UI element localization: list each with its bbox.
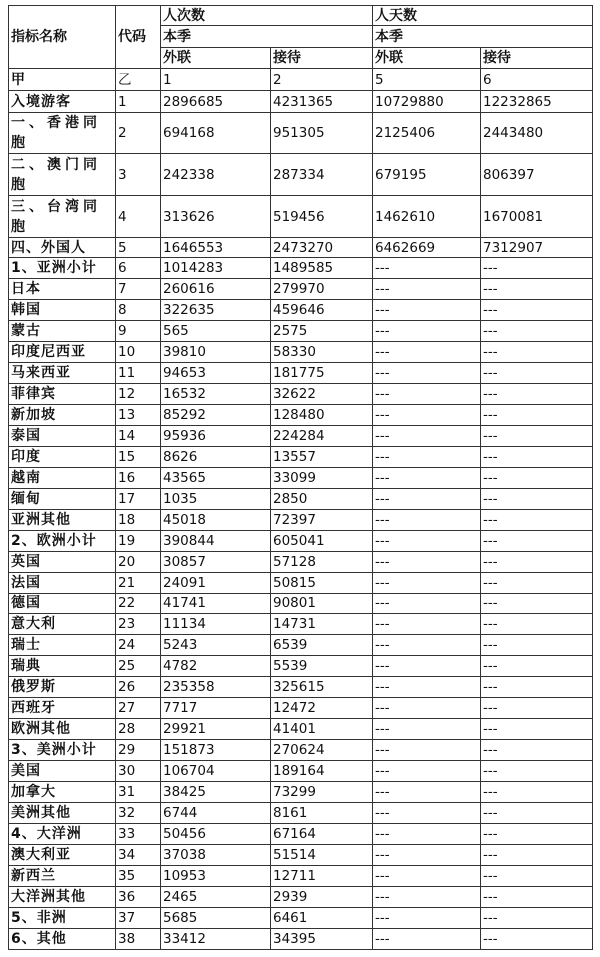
table-row xyxy=(9,593,593,614)
person-days-reception-cell: --- xyxy=(481,824,593,845)
table-row xyxy=(9,299,593,320)
person-times-outbound-cell: 2465 xyxy=(161,887,271,908)
person-days-outbound-cell: --- xyxy=(373,341,481,362)
person-days-reception-cell: 7312907 xyxy=(481,238,593,258)
person-times-reception-cell: 90801 xyxy=(271,593,373,614)
code-cell: 20 xyxy=(116,551,161,572)
indicator-name-cell: 3、美洲小计 xyxy=(9,740,116,761)
code-cell: 26 xyxy=(116,677,161,698)
person-times-outbound-cell: 41741 xyxy=(161,593,271,614)
indicator-name-cell: 4、大洋洲 xyxy=(9,824,116,845)
person-times-reception-cell: 14731 xyxy=(271,614,373,635)
indicator-name-cell: 5、非洲 xyxy=(9,908,116,929)
person-days-outbound-cell: --- xyxy=(373,320,481,341)
table-row xyxy=(9,740,593,761)
person-times-outbound-cell: 235358 xyxy=(161,677,271,698)
person-days-outbound-cell: --- xyxy=(373,698,481,719)
table-row xyxy=(9,196,593,238)
person-days-reception-cell: --- xyxy=(481,677,593,698)
person-times-reception-cell: 2939 xyxy=(271,887,373,908)
code-cell: 11 xyxy=(116,362,161,383)
person-days-outbound-cell: --- xyxy=(373,887,481,908)
person-times-outbound-cell: 38425 xyxy=(161,782,271,803)
person-times-reception-cell: 73299 xyxy=(271,782,373,803)
code-cell: 15 xyxy=(116,446,161,467)
person-times-outbound-cell: 5243 xyxy=(161,635,271,656)
table-row xyxy=(9,91,593,113)
person-days-outbound-cell: --- xyxy=(373,362,481,383)
person-times-reception-cell: 2575 xyxy=(271,320,373,341)
person-times-reception-cell: 270624 xyxy=(271,740,373,761)
person-days-outbound-cell: --- xyxy=(373,656,481,677)
person-times-outbound-cell: 260616 xyxy=(161,278,271,299)
indicator-name-cell: 韩国 xyxy=(9,299,116,320)
code-cell: 27 xyxy=(116,698,161,719)
code-cell: 10 xyxy=(116,341,161,362)
person-days-reception-cell: 1670081 xyxy=(481,196,593,238)
code-cell: 23 xyxy=(116,614,161,635)
table-row xyxy=(9,824,593,845)
person-times-outbound-cell: 1014283 xyxy=(161,258,271,279)
person-days-outbound-cell: --- xyxy=(373,404,481,425)
code-cell: 16 xyxy=(116,467,161,488)
index-cell: 5 xyxy=(373,69,481,91)
person-times-outbound-cell: 322635 xyxy=(161,299,271,320)
code-cell: 31 xyxy=(116,782,161,803)
index-cell: 乙 xyxy=(116,69,161,91)
indicator-name-cell: 越南 xyxy=(9,467,116,488)
person-times-reception-cell: 13557 xyxy=(271,446,373,467)
index-cell: 2 xyxy=(271,69,373,91)
table-row xyxy=(9,677,593,698)
person-times-reception-cell: 57128 xyxy=(271,551,373,572)
code-cell: 13 xyxy=(116,404,161,425)
person-times-outbound-cell: 2896685 xyxy=(161,91,271,113)
header-reception-1: 接待 xyxy=(271,48,373,69)
header-outbound-1: 外联 xyxy=(161,48,271,69)
person-days-outbound-cell: --- xyxy=(373,383,481,404)
index-row xyxy=(9,69,593,91)
person-times-reception-cell: 12472 xyxy=(271,698,373,719)
person-days-outbound-cell: --- xyxy=(373,908,481,929)
person-times-reception-cell: 519456 xyxy=(271,196,373,238)
person-days-outbound-cell: --- xyxy=(373,509,481,530)
statistics-table xyxy=(8,5,593,950)
code-cell: 32 xyxy=(116,803,161,824)
indicator-name-cell: 德国 xyxy=(9,593,116,614)
person-times-reception-cell: 181775 xyxy=(271,362,373,383)
person-times-reception-cell: 34395 xyxy=(271,929,373,950)
person-times-reception-cell: 2473270 xyxy=(271,238,373,258)
table-row xyxy=(9,320,593,341)
person-times-outbound-cell: 29921 xyxy=(161,719,271,740)
indicator-name-cell: 1、亚洲小计 xyxy=(9,258,116,279)
code-cell: 4 xyxy=(116,196,161,238)
person-days-outbound-cell: --- xyxy=(373,845,481,866)
header-indicator-name: 指标名称 xyxy=(9,6,116,69)
indicator-name-cell: 新西兰 xyxy=(9,866,116,887)
code-cell: 5 xyxy=(116,238,161,258)
person-times-reception-cell: 41401 xyxy=(271,719,373,740)
person-times-outbound-cell: 694168 xyxy=(161,113,271,154)
indicator-name-cell: 2、欧洲小计 xyxy=(9,530,116,551)
code-cell: 37 xyxy=(116,908,161,929)
table-row xyxy=(9,404,593,425)
table-row xyxy=(9,698,593,719)
code-cell: 18 xyxy=(116,509,161,530)
person-times-outbound-cell: 6744 xyxy=(161,803,271,824)
person-days-outbound-cell: --- xyxy=(373,572,481,593)
header-reception-2: 接待 xyxy=(481,48,593,69)
person-days-reception-cell: --- xyxy=(481,488,593,509)
person-days-reception-cell: --- xyxy=(481,740,593,761)
person-times-reception-cell: 5539 xyxy=(271,656,373,677)
person-days-outbound-cell: --- xyxy=(373,782,481,803)
indicator-name-cell: 瑞典 xyxy=(9,656,116,677)
header-code: 代码 xyxy=(116,6,161,69)
index-cell: 1 xyxy=(161,69,271,91)
person-times-outbound-cell: 313626 xyxy=(161,196,271,238)
code-cell: 12 xyxy=(116,383,161,404)
person-times-reception-cell: 279970 xyxy=(271,278,373,299)
code-cell: 34 xyxy=(116,845,161,866)
code-cell: 29 xyxy=(116,740,161,761)
code-cell: 33 xyxy=(116,824,161,845)
indicator-name-cell: 泰国 xyxy=(9,425,116,446)
person-days-outbound-cell: 10729880 xyxy=(373,91,481,113)
person-days-reception-cell: 12232865 xyxy=(481,91,593,113)
table-row xyxy=(9,803,593,824)
person-times-outbound-cell: 37038 xyxy=(161,845,271,866)
person-times-outbound-cell: 95936 xyxy=(161,425,271,446)
indicator-name-cell: 一、香港同胞 xyxy=(9,113,116,154)
person-days-reception-cell: --- xyxy=(481,425,593,446)
code-cell: 2 xyxy=(116,113,161,154)
person-days-outbound-cell: 6462669 xyxy=(373,238,481,258)
person-times-reception-cell: 605041 xyxy=(271,530,373,551)
person-days-reception-cell: --- xyxy=(481,614,593,635)
code-cell: 9 xyxy=(116,320,161,341)
code-cell: 24 xyxy=(116,635,161,656)
person-times-outbound-cell: 4782 xyxy=(161,656,271,677)
person-times-reception-cell: 2850 xyxy=(271,488,373,509)
person-times-outbound-cell: 24091 xyxy=(161,572,271,593)
person-days-reception-cell: --- xyxy=(481,635,593,656)
person-days-reception-cell: --- xyxy=(481,593,593,614)
person-days-reception-cell: --- xyxy=(481,866,593,887)
indicator-name-cell: 美国 xyxy=(9,761,116,782)
indicator-name-cell: 法国 xyxy=(9,572,116,593)
code-cell: 3 xyxy=(116,154,161,196)
indicator-name-cell: 大洋洲其他 xyxy=(9,887,116,908)
indicator-name-cell: 印度尼西亚 xyxy=(9,341,116,362)
indicator-name-cell: 新加坡 xyxy=(9,404,116,425)
table-row xyxy=(9,238,593,258)
person-times-reception-cell: 58330 xyxy=(271,341,373,362)
header-this-quarter-1: 本季 xyxy=(161,26,373,48)
table-row xyxy=(9,887,593,908)
person-days-outbound-cell: --- xyxy=(373,446,481,467)
person-days-reception-cell: --- xyxy=(481,530,593,551)
person-times-outbound-cell: 1646553 xyxy=(161,238,271,258)
indicator-name-cell: 菲律宾 xyxy=(9,383,116,404)
index-cell: 6 xyxy=(481,69,593,91)
table-row xyxy=(9,488,593,509)
indicator-name-cell: 印度 xyxy=(9,446,116,467)
person-times-outbound-cell: 94653 xyxy=(161,362,271,383)
header-outbound-2: 外联 xyxy=(373,48,481,69)
person-times-reception-cell: 128480 xyxy=(271,404,373,425)
person-days-reception-cell: --- xyxy=(481,656,593,677)
person-days-reception-cell: --- xyxy=(481,572,593,593)
person-days-reception-cell: --- xyxy=(481,509,593,530)
person-times-reception-cell: 1489585 xyxy=(271,258,373,279)
person-days-reception-cell: --- xyxy=(481,258,593,279)
table-row xyxy=(9,572,593,593)
person-times-outbound-cell: 85292 xyxy=(161,404,271,425)
person-times-reception-cell: 50815 xyxy=(271,572,373,593)
table-row xyxy=(9,845,593,866)
person-days-reception-cell: --- xyxy=(481,551,593,572)
person-days-reception-cell: --- xyxy=(481,908,593,929)
indicator-name-cell: 入境游客 xyxy=(9,91,116,113)
person-days-outbound-cell: --- xyxy=(373,488,481,509)
person-days-outbound-cell: --- xyxy=(373,719,481,740)
indicator-name-cell: 澳大利亚 xyxy=(9,845,116,866)
table-row xyxy=(9,113,593,154)
table-row xyxy=(9,383,593,404)
person-times-reception-cell: 67164 xyxy=(271,824,373,845)
table-row xyxy=(9,258,593,279)
person-times-reception-cell: 6461 xyxy=(271,908,373,929)
indicator-name-cell: 日本 xyxy=(9,278,116,299)
person-days-outbound-cell: --- xyxy=(373,425,481,446)
code-cell: 6 xyxy=(116,258,161,279)
table-row xyxy=(9,866,593,887)
table-row xyxy=(9,719,593,740)
person-days-reception-cell: --- xyxy=(481,929,593,950)
person-days-reception-cell: --- xyxy=(481,719,593,740)
person-days-reception-cell: --- xyxy=(481,278,593,299)
person-days-outbound-cell: --- xyxy=(373,677,481,698)
person-times-outbound-cell: 390844 xyxy=(161,530,271,551)
table-row xyxy=(9,425,593,446)
table-row xyxy=(9,341,593,362)
person-times-outbound-cell: 33412 xyxy=(161,929,271,950)
person-days-outbound-cell: --- xyxy=(373,614,481,635)
person-days-outbound-cell: 1462610 xyxy=(373,196,481,238)
code-cell: 8 xyxy=(116,299,161,320)
table-row xyxy=(9,635,593,656)
indicator-name-cell: 蒙古 xyxy=(9,320,116,341)
header-person-times: 人次数 xyxy=(161,6,373,26)
person-days-outbound-cell: 679195 xyxy=(373,154,481,196)
person-days-outbound-cell: --- xyxy=(373,530,481,551)
person-days-reception-cell: --- xyxy=(481,404,593,425)
table-row xyxy=(9,551,593,572)
indicator-name-cell: 欧洲其他 xyxy=(9,719,116,740)
person-times-reception-cell: 287334 xyxy=(271,154,373,196)
code-cell: 22 xyxy=(116,593,161,614)
person-times-outbound-cell: 16532 xyxy=(161,383,271,404)
table-row xyxy=(9,446,593,467)
code-cell: 30 xyxy=(116,761,161,782)
person-times-reception-cell: 51514 xyxy=(271,845,373,866)
person-days-outbound-cell: --- xyxy=(373,635,481,656)
table-row xyxy=(9,509,593,530)
person-days-outbound-cell: --- xyxy=(373,803,481,824)
code-cell: 7 xyxy=(116,278,161,299)
person-days-outbound-cell: --- xyxy=(373,866,481,887)
person-times-reception-cell: 33099 xyxy=(271,467,373,488)
person-days-reception-cell: --- xyxy=(481,446,593,467)
indicator-name-cell: 英国 xyxy=(9,551,116,572)
person-times-outbound-cell: 1035 xyxy=(161,488,271,509)
table-row xyxy=(9,278,593,299)
table-row xyxy=(9,656,593,677)
person-times-outbound-cell: 242338 xyxy=(161,154,271,196)
person-times-outbound-cell: 5685 xyxy=(161,908,271,929)
person-days-reception-cell: --- xyxy=(481,362,593,383)
table-row xyxy=(9,782,593,803)
person-times-outbound-cell: 151873 xyxy=(161,740,271,761)
person-times-reception-cell: 224284 xyxy=(271,425,373,446)
code-cell: 38 xyxy=(116,929,161,950)
indicator-name-cell: 6、其他 xyxy=(9,929,116,950)
code-cell: 14 xyxy=(116,425,161,446)
indicator-name-cell: 二、澳门同胞 xyxy=(9,154,116,196)
person-times-reception-cell: 32622 xyxy=(271,383,373,404)
code-cell: 36 xyxy=(116,887,161,908)
person-days-reception-cell: 2443480 xyxy=(481,113,593,154)
table-row xyxy=(9,761,593,782)
person-days-reception-cell: 806397 xyxy=(481,154,593,196)
code-cell: 25 xyxy=(116,656,161,677)
person-days-outbound-cell: --- xyxy=(373,761,481,782)
person-days-reception-cell: --- xyxy=(481,383,593,404)
table-row xyxy=(9,530,593,551)
person-days-outbound-cell: --- xyxy=(373,299,481,320)
person-days-reception-cell: --- xyxy=(481,782,593,803)
person-days-outbound-cell: --- xyxy=(373,824,481,845)
indicator-name-cell: 俄罗斯 xyxy=(9,677,116,698)
table-row xyxy=(9,362,593,383)
person-times-outbound-cell: 11134 xyxy=(161,614,271,635)
table-row xyxy=(9,908,593,929)
person-times-outbound-cell: 7717 xyxy=(161,698,271,719)
person-times-outbound-cell: 8626 xyxy=(161,446,271,467)
person-days-reception-cell: --- xyxy=(481,845,593,866)
person-times-outbound-cell: 565 xyxy=(161,320,271,341)
table-row xyxy=(9,614,593,635)
header-person-days: 人天数 xyxy=(373,6,593,26)
indicator-name-cell: 缅甸 xyxy=(9,488,116,509)
person-days-reception-cell: --- xyxy=(481,761,593,782)
person-days-outbound-cell: --- xyxy=(373,593,481,614)
table-row xyxy=(9,929,593,950)
person-times-reception-cell: 189164 xyxy=(271,761,373,782)
person-times-reception-cell: 12711 xyxy=(271,866,373,887)
person-times-reception-cell: 4231365 xyxy=(271,91,373,113)
person-days-outbound-cell: --- xyxy=(373,740,481,761)
code-cell: 19 xyxy=(116,530,161,551)
indicator-name-cell: 加拿大 xyxy=(9,782,116,803)
person-days-outbound-cell: --- xyxy=(373,258,481,279)
code-cell: 21 xyxy=(116,572,161,593)
person-days-outbound-cell: --- xyxy=(373,467,481,488)
person-days-reception-cell: --- xyxy=(481,320,593,341)
person-times-outbound-cell: 30857 xyxy=(161,551,271,572)
person-days-reception-cell: --- xyxy=(481,698,593,719)
code-cell: 17 xyxy=(116,488,161,509)
person-days-reception-cell: --- xyxy=(481,803,593,824)
index-cell: 甲 xyxy=(9,69,116,91)
code-cell: 28 xyxy=(116,719,161,740)
person-days-reception-cell: --- xyxy=(481,887,593,908)
person-days-reception-cell: --- xyxy=(481,299,593,320)
indicator-name-cell: 四、外国人 xyxy=(9,238,116,258)
person-times-outbound-cell: 50456 xyxy=(161,824,271,845)
person-times-reception-cell: 459646 xyxy=(271,299,373,320)
person-times-reception-cell: 325615 xyxy=(271,677,373,698)
person-days-outbound-cell: 2125406 xyxy=(373,113,481,154)
person-days-reception-cell: --- xyxy=(481,341,593,362)
person-times-outbound-cell: 43565 xyxy=(161,467,271,488)
person-days-outbound-cell: --- xyxy=(373,278,481,299)
header-this-quarter-2: 本季 xyxy=(373,26,593,48)
person-times-reception-cell: 72397 xyxy=(271,509,373,530)
person-times-outbound-cell: 45018 xyxy=(161,509,271,530)
person-times-reception-cell: 8161 xyxy=(271,803,373,824)
person-times-outbound-cell: 106704 xyxy=(161,761,271,782)
indicator-name-cell: 意大利 xyxy=(9,614,116,635)
indicator-name-cell: 亚洲其他 xyxy=(9,509,116,530)
person-times-reception-cell: 951305 xyxy=(271,113,373,154)
person-times-outbound-cell: 10953 xyxy=(161,866,271,887)
indicator-name-cell: 西班牙 xyxy=(9,698,116,719)
person-times-outbound-cell: 39810 xyxy=(161,341,271,362)
code-cell: 35 xyxy=(116,866,161,887)
person-times-reception-cell: 6539 xyxy=(271,635,373,656)
indicator-name-cell: 三、台湾同胞 xyxy=(9,196,116,238)
indicator-name-cell: 马来西亚 xyxy=(9,362,116,383)
person-days-reception-cell: --- xyxy=(481,467,593,488)
person-days-outbound-cell: --- xyxy=(373,929,481,950)
indicator-name-cell: 瑞士 xyxy=(9,635,116,656)
table-row xyxy=(9,467,593,488)
indicator-name-cell: 美洲其他 xyxy=(9,803,116,824)
table-row xyxy=(9,154,593,196)
code-cell: 1 xyxy=(116,91,161,113)
person-days-outbound-cell: --- xyxy=(373,551,481,572)
